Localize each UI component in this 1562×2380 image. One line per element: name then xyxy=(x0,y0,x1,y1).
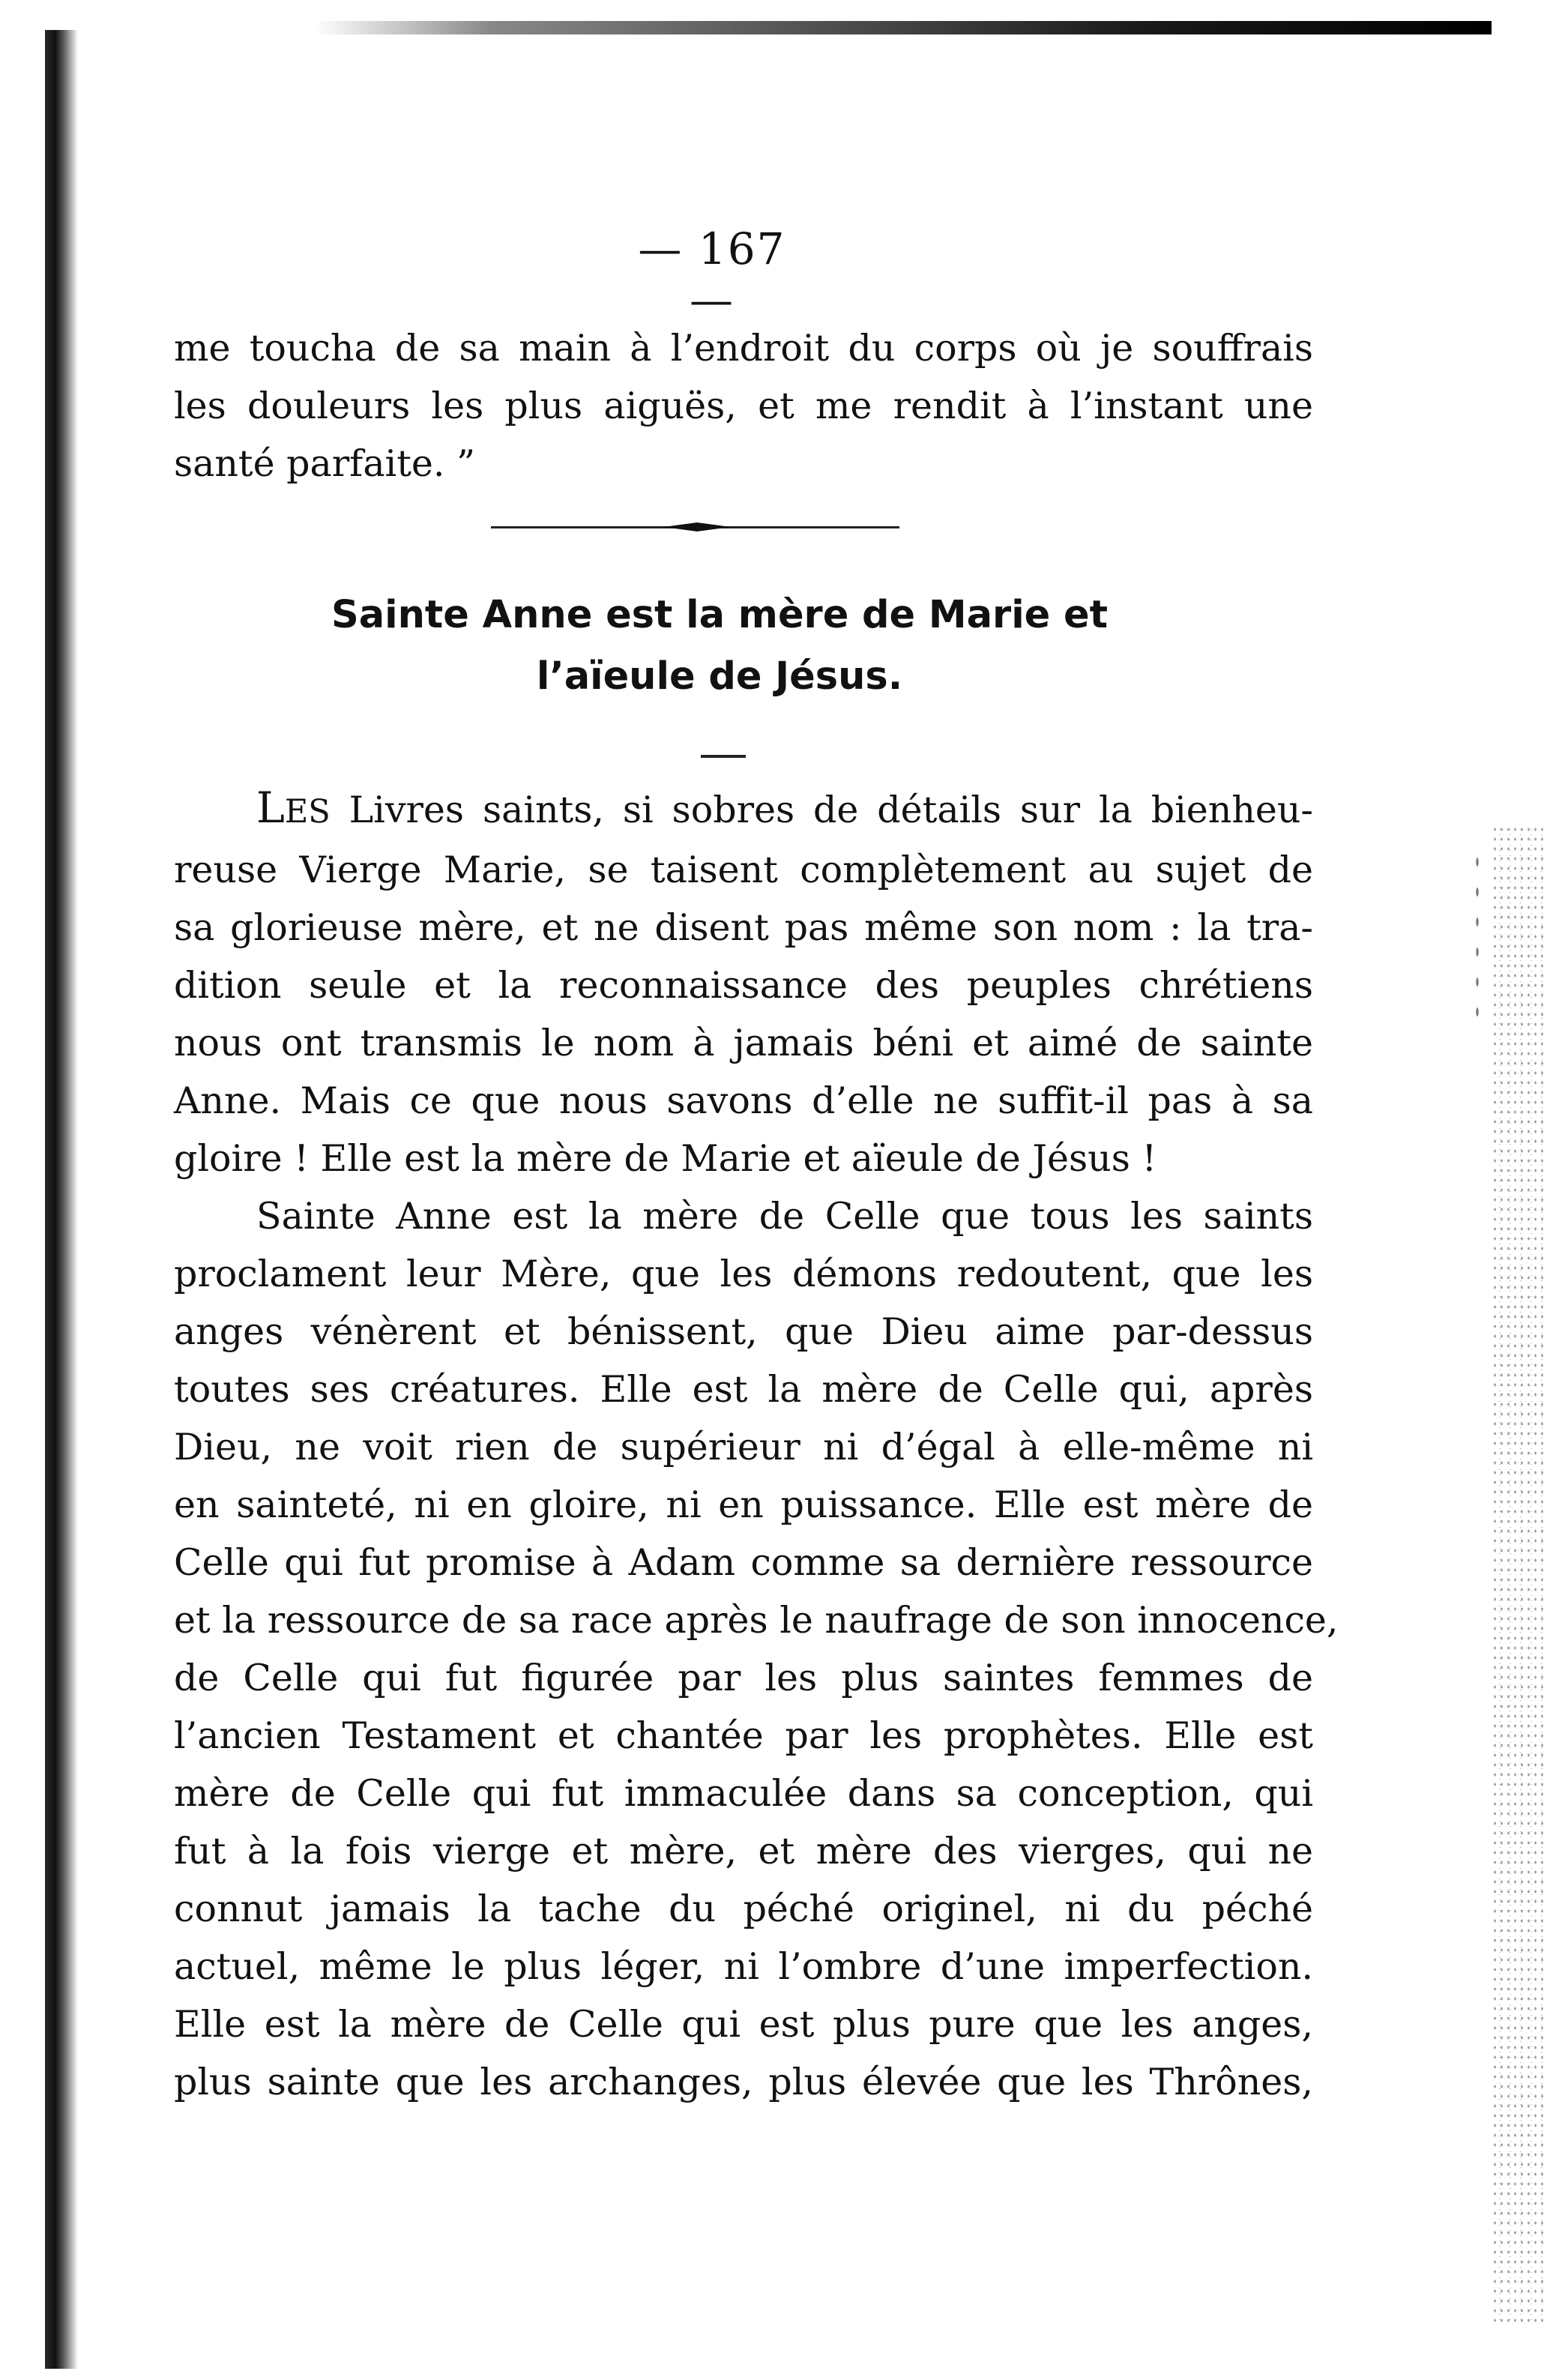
text-line: proclament leur Mère, que les démons redoutent, que les xyxy=(174,1253,1313,1295)
page-number: — 167 — xyxy=(638,223,786,325)
text-line: Elle est la mère de Celle qui est plus pure que les anges, xyxy=(174,2003,1313,2046)
text-line: les douleurs les plus aiguës, et me rendit à l’instant une xyxy=(174,385,1313,427)
text-line: l’ancien Testament et chantée par les prophètes. Elle est xyxy=(174,1714,1313,1757)
scan-top-edge xyxy=(315,21,1492,34)
small-caps-initial: L xyxy=(256,783,285,833)
section-title xyxy=(225,585,1214,708)
scan-right-marks xyxy=(1473,847,1482,1034)
text-line: Anne. Mais ce que nous savons d’elle ne suffit-il pas à sa xyxy=(174,1079,1313,1122)
main-text xyxy=(174,780,1339,2111)
text-line: gloire ! Elle est la mère de Marie et aïeule de Jésus ! xyxy=(174,1137,1157,1180)
divider-ornament-icon xyxy=(663,522,731,531)
text-line: nous ont transmis le nom à jamais béni et aimé de sainte xyxy=(174,1022,1313,1064)
text-line: Dieu, ne voit rien de supérieur ni d’égal à elle-même ni xyxy=(174,1426,1313,1468)
text-line: toutes ses créatures. Elle est la mère de Celle qui, après xyxy=(174,1368,1313,1411)
text-line: anges vénèrent et bénissent, que Dieu aime par-dessus xyxy=(174,1310,1313,1353)
short-divider xyxy=(701,755,746,758)
text-line: de Celle qui fut figurée par les plus saintes femmes de xyxy=(174,1657,1313,1699)
text-line: reuse Vierge Marie, se taisent complètement au sujet de xyxy=(174,849,1313,891)
text-fragment: Livres saints, si sobres de détails sur la bienheu- xyxy=(330,789,1313,831)
paragraph-first-line: Sainte Anne est la mère de Celle que tous les saints xyxy=(256,1195,1313,1238)
text-line: actuel, même le plus léger, ni l’ombre d’une imperfection. xyxy=(174,1945,1313,1988)
small-caps-rest: ES xyxy=(284,793,331,831)
text-line: Celle qui fut promise à Adam comme sa dernière ressource xyxy=(174,1541,1313,1584)
text-line: dition seule et la reconnaissance des peuples chrétiens xyxy=(174,964,1313,1007)
text-line: me toucha de sa main à l’endroit du corps où je souffrais xyxy=(174,327,1313,370)
scan-binding-edge xyxy=(0,30,78,2369)
text-line: connut jamais la tache du péché originel, ni du péché xyxy=(174,1888,1313,1930)
scan-right-edge-noise xyxy=(1492,825,1544,2324)
text-line: sa glorieuse mère, et ne disent pas même son nom : la tra- xyxy=(174,906,1313,949)
section-title-line: Sainte Anne est la mère de Marie et xyxy=(331,593,1108,637)
paragraph-first-line xyxy=(174,780,1313,841)
ornamental-divider xyxy=(491,525,899,531)
section-title-line: l’aïeule de Jésus. xyxy=(536,654,903,699)
text-line: santé parfaite. ” xyxy=(174,442,476,485)
text-line: et la ressource de sa race après le naufrage de son innocence, xyxy=(174,1599,1339,1642)
text-line: mère de Celle qui fut immaculée dans sa conception, qui xyxy=(174,1772,1313,1815)
text-line: en sainteté, ni en gloire, ni en puissance. Elle est mère de xyxy=(174,1483,1313,1526)
text-line: fut à la fois vierge et mère, et mère des vierges, qui ne xyxy=(174,1830,1313,1873)
text-line: plus sainte que les archanges, plus élevée que les Thrônes, xyxy=(174,2061,1313,2103)
continuation-paragraph xyxy=(174,319,1313,492)
